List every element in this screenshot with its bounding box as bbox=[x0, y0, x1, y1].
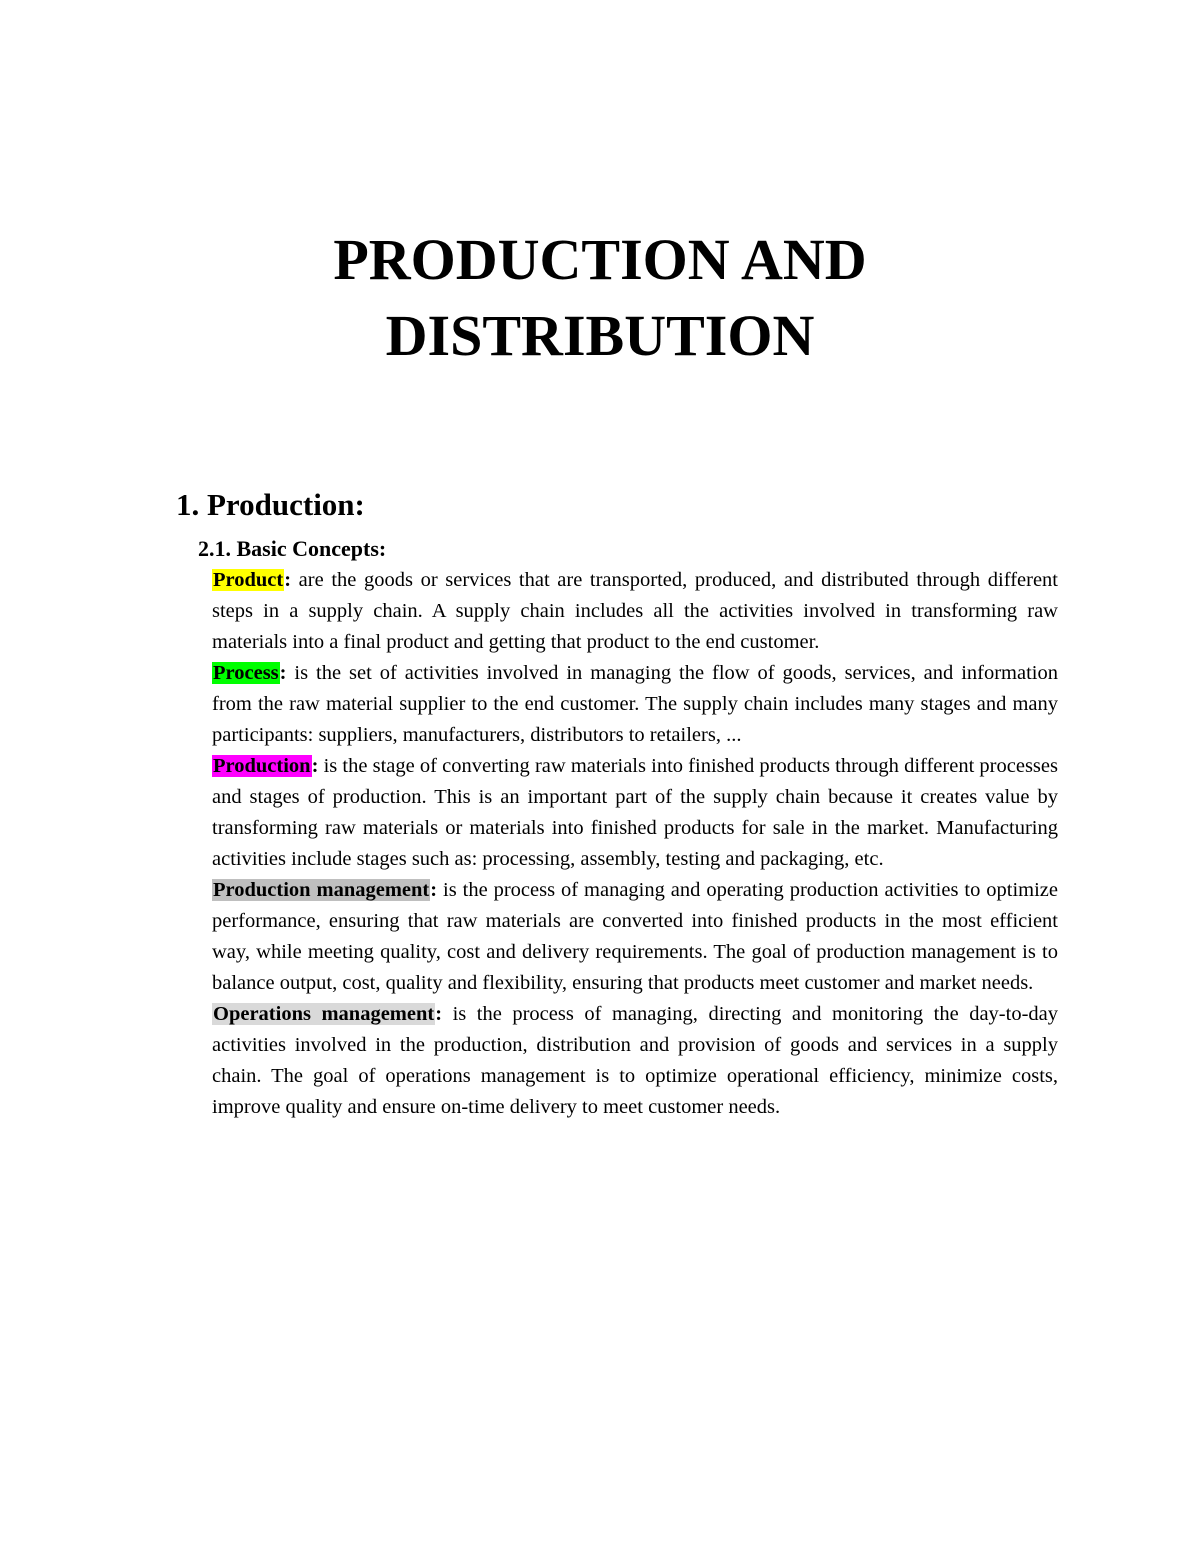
document-title-line-1: PRODUCTION AND bbox=[333, 227, 867, 292]
definition-text: are the goods or services that are transported, produced, and distributed through different steps in a supply chain. A supply chain includes all the activities involved in transforming raw materials into a final product and getting that product to the end customer. bbox=[212, 569, 1058, 653]
term-production-management: Production management bbox=[213, 879, 430, 901]
definition-operations-management bbox=[212, 999, 1058, 1123]
definition-production-management bbox=[212, 875, 1058, 999]
term-colon: : bbox=[284, 569, 292, 591]
term-colon: : bbox=[279, 662, 287, 684]
definition-text: is the process of managing and operating production activities to optimize performance, ensuring that raw materials are converted into finished products in the most efficient way, while meeting quality, cost and delivery requirements. The goal of production management is to balance output, cost, quality and flexibility, ensuring that products meet customer and market needs. bbox=[212, 879, 1058, 994]
term-colon: : bbox=[311, 755, 319, 777]
subsection-heading-basic-concepts: 2.1. Basic Concepts: bbox=[198, 536, 387, 561]
term-production: Production bbox=[213, 755, 311, 777]
term-operations-management: Operations management bbox=[213, 1003, 435, 1025]
definition-product bbox=[212, 565, 1058, 658]
document-title-line-2: DISTRIBUTION bbox=[385, 303, 815, 368]
definition-text: is the stage of converting raw materials into finished products through different processes and stages of production. This is an important part of the supply chain because it creates value by transforming raw materials or materials into finished products for sale in the market. Manufacturing activities include stages such as: processing, assembly, testing and packaging, etc. bbox=[212, 755, 1058, 870]
definition-production bbox=[212, 751, 1058, 875]
definition-process bbox=[212, 658, 1058, 751]
term-colon: : bbox=[430, 879, 438, 901]
term-product: Product bbox=[213, 569, 284, 591]
definitions-block bbox=[212, 565, 1058, 1123]
term-process: Process bbox=[213, 662, 279, 684]
section-heading-production: 1. Production: bbox=[176, 487, 365, 522]
document-title bbox=[0, 222, 1200, 374]
term-colon: : bbox=[435, 1003, 443, 1025]
definition-text: is the set of activities involved in managing the flow of goods, services, and information from the raw material supplier to the end customer. The supply chain includes many stages and many participants: suppliers, manufacturers, distributors to retailers, ... bbox=[212, 662, 1058, 746]
definition-text: is the process of managing, directing and monitoring the day-to-day activities involved in the production, distribution and provision of goods and services in a supply chain. The goal of operations management is to optimize operational efficiency, minimize costs, improve quality and ensure on-time delivery to meet customer needs. bbox=[212, 1003, 1058, 1118]
